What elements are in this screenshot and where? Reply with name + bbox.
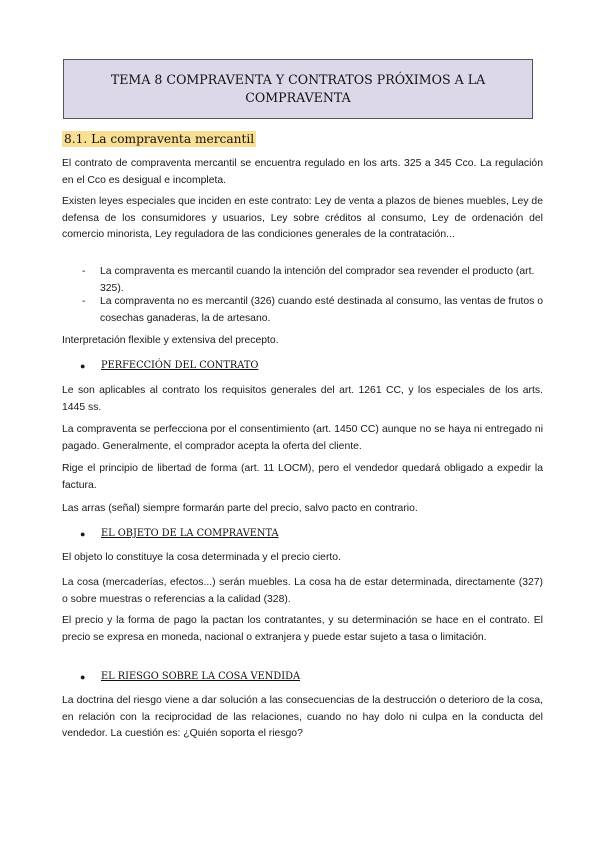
paragraph: Las arras (señal) siempre formarán parte del precio, salvo pacto en contrario.	[62, 503, 418, 514]
paragraph: La doctrina del riesgo viene a dar solución a las consecuencias de la destrucción o deterioro de la cosa, en relación con la reciprocidad de las relaciones, cuando no hay dolo ni culpa en la conducta del vendedor. La cuestión es: ¿Quién soporta el riesgo?	[62, 695, 543, 739]
bullet-icon: ●	[80, 529, 86, 539]
subheading-label: EL RIESGO SOBRE LA COSA VENDIDA	[101, 671, 301, 682]
paragraph: Le son aplicables al contrato los requisitos generales del art. 1261 CC, y los especiales de los arts. 1445 ss.	[62, 385, 543, 413]
section-heading: 8.1. La compraventa mercantil	[64, 132, 255, 146]
dash-bullet: -	[82, 296, 86, 307]
list-item-text: La compraventa no es mercantil (326) cuando esté destinada al consumo, las ventas de frutos o cosechas ganaderas, la de artesano.	[100, 296, 544, 324]
document-title: TEMA 8 COMPRAVENTA Y CONTRATOS PRÓXIMOS A LA COMPRAVENTA	[63, 59, 533, 119]
dash-bullet: -	[82, 266, 86, 277]
paragraph: Interpretación flexible y extensiva del precepto.	[62, 335, 279, 346]
bullet-icon: ●	[80, 672, 86, 682]
subheading-label: EL OBJETO DE LA COMPRAVENTA	[101, 528, 279, 539]
paragraph: Existen leyes especiales que inciden en este contrato: Ley de venta a plazos de bienes muebles, Ley de defensa de los consumidores y usuarios, Ley sobre créditos al consumo, Ley de ordenación del comercio minorista, Ley reguladora de las condiciones generales de la contratación...	[62, 196, 543, 240]
bullet-icon: ●	[80, 361, 86, 371]
paragraph: La cosa (mercaderías, efectos...) serán muebles. La cosa ha de estar determinada, directamente (327) o sobre muestras o referencias a la calidad (328).	[62, 577, 543, 605]
paragraph: La compraventa se perfecciona por el consentimiento (art. 1450 CC) aunque no se haya ni entregado ni pagado. Generalmente, el comprador acepta la oferta del cliente.	[62, 424, 543, 452]
paragraph: El precio y la forma de pago la pactan los contratantes, y su determinación se hace en el contrato. El precio se expresa en moneda, nacional o extranjera y puede estar sujeto a tasa o limitación.	[62, 615, 543, 643]
list-item-text: La compraventa es mercantil cuando la intención del comprador sea revender el producto (art. 325).	[100, 266, 535, 294]
subheading-label: PERFECCIÓN DEL CONTRATO	[101, 360, 259, 371]
paragraph: Rige el principio de libertad de forma (art. 11 LOCM), pero el vendedor quedará obligado a expedir la factura.	[62, 463, 543, 491]
paragraph: El objeto lo constituye la cosa determinada y el precio cierto.	[62, 552, 341, 563]
paragraph: El contrato de compraventa mercantil se encuentra regulado en los arts. 325 a 345 Cco. La regulación en el Cco es desigual e incompleta.	[62, 158, 543, 186]
